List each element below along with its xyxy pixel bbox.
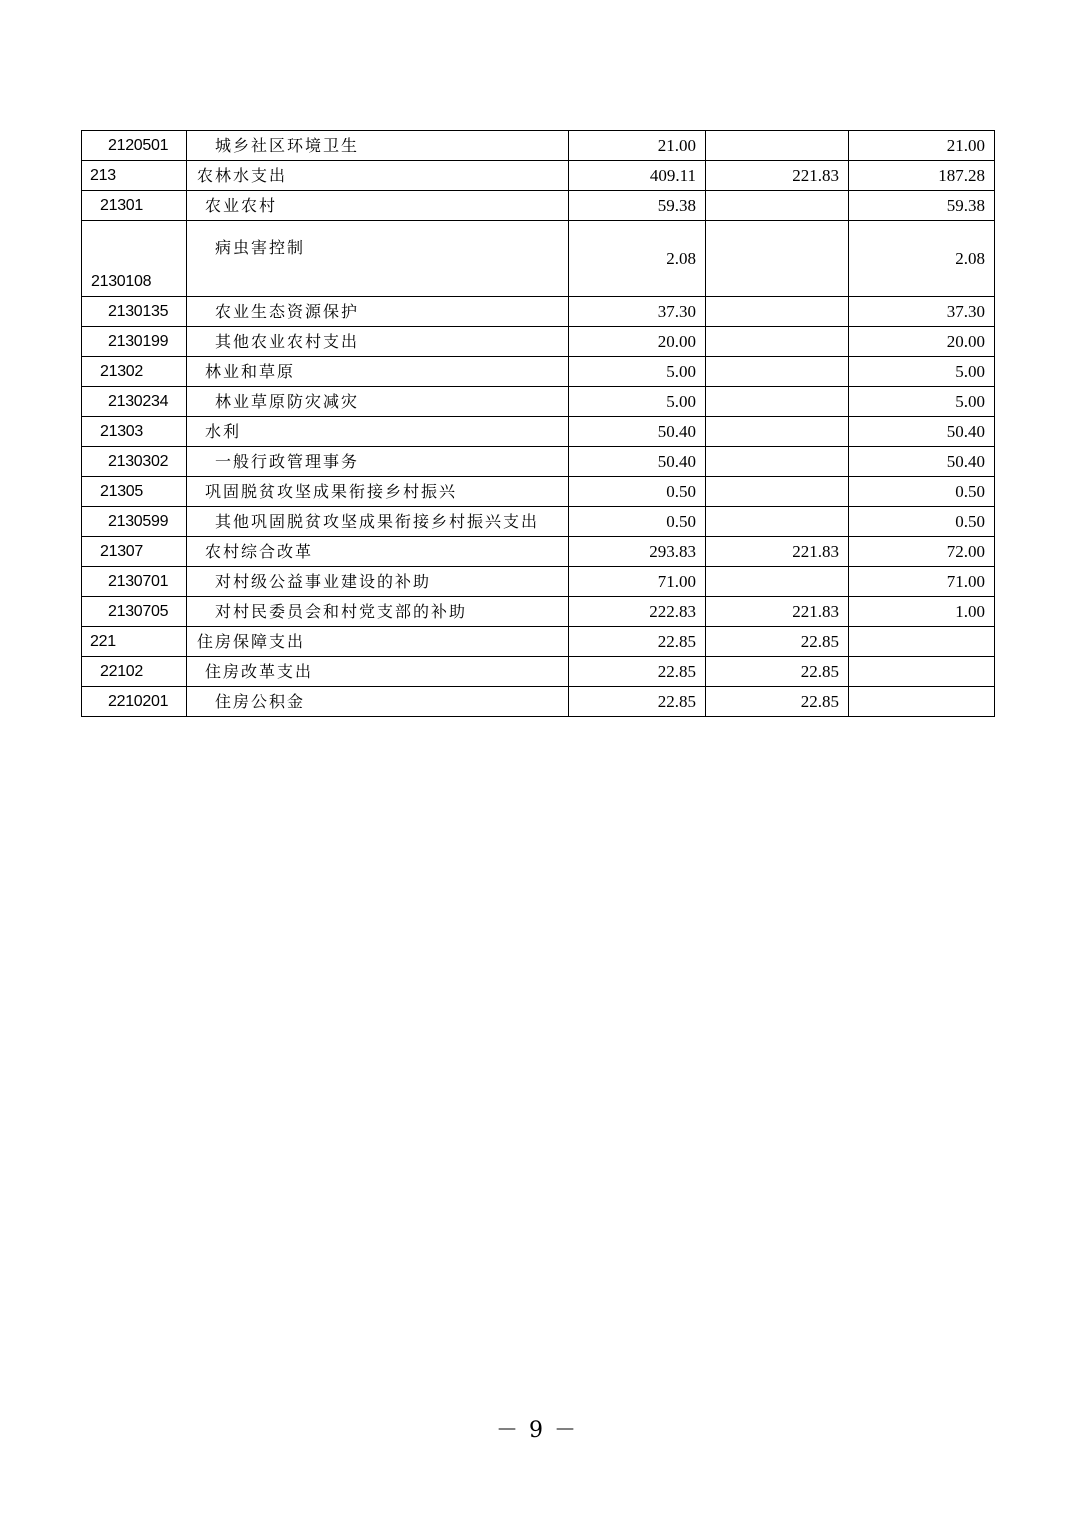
account-code-cell: 213 [82, 161, 187, 191]
basic-expenditure-cell [706, 297, 849, 327]
basic-expenditure-cell [706, 221, 849, 297]
basic-expenditure-cell [706, 131, 849, 161]
basic-expenditure-cell: 22.85 [706, 657, 849, 687]
basic-expenditure-cell [706, 417, 849, 447]
basic-expenditure-cell [706, 327, 849, 357]
project-expenditure-cell: 2.08 [849, 221, 995, 297]
basic-expenditure-cell [706, 357, 849, 387]
table-row [82, 687, 995, 717]
account-name-cell: 病虫害控制 [187, 221, 569, 297]
total-amount-cell: 293.83 [569, 537, 706, 567]
account-code-cell: 2130705 [82, 597, 187, 627]
total-amount-cell: 50.40 [569, 417, 706, 447]
basic-expenditure-cell [706, 387, 849, 417]
table-row [82, 387, 995, 417]
total-amount-cell: 59.38 [569, 191, 706, 221]
account-code-cell: 21307 [82, 537, 187, 567]
project-expenditure-cell: 72.00 [849, 537, 995, 567]
account-name-cell: 住房改革支出 [187, 657, 569, 687]
table-row [82, 221, 995, 297]
total-amount-cell: 5.00 [569, 357, 706, 387]
table-body [82, 131, 995, 717]
budget-expenditure-table [81, 130, 995, 717]
total-amount-cell: 22.85 [569, 687, 706, 717]
project-expenditure-cell: 37.30 [849, 297, 995, 327]
account-name-cell: 林业草原防灾减灾 [187, 387, 569, 417]
table-row [82, 537, 995, 567]
account-name-cell: 一般行政管理事务 [187, 447, 569, 477]
account-code-cell: 2130234 [82, 387, 187, 417]
basic-expenditure-cell: 221.83 [706, 597, 849, 627]
table-row [82, 657, 995, 687]
account-code-cell: 221 [82, 627, 187, 657]
account-name-cell: 其他农业农村支出 [187, 327, 569, 357]
table-row [82, 297, 995, 327]
total-amount-cell: 20.00 [569, 327, 706, 357]
basic-expenditure-cell: 22.85 [706, 627, 849, 657]
account-code-cell: 21302 [82, 357, 187, 387]
account-name-cell: 城乡社区环境卫生 [187, 131, 569, 161]
account-code-cell: 2130701 [82, 567, 187, 597]
table-row [82, 597, 995, 627]
account-code-cell: 2130135 [82, 297, 187, 327]
project-expenditure-cell [849, 687, 995, 717]
total-amount-cell: 2.08 [569, 221, 706, 297]
account-name-cell: 其他巩固脱贫攻坚成果衔接乡村振兴支出 [187, 507, 569, 537]
table-row [82, 507, 995, 537]
basic-expenditure-cell: 221.83 [706, 161, 849, 191]
basic-expenditure-cell [706, 191, 849, 221]
account-name-cell: 农业农村 [187, 191, 569, 221]
account-code-cell: 2130302 [82, 447, 187, 477]
table-row [82, 447, 995, 477]
project-expenditure-cell: 5.00 [849, 387, 995, 417]
basic-expenditure-cell [706, 477, 849, 507]
project-expenditure-cell: 1.00 [849, 597, 995, 627]
account-code-cell: 21303 [82, 417, 187, 447]
account-name-cell: 林业和草原 [187, 357, 569, 387]
account-code-cell: 2130199 [82, 327, 187, 357]
basic-expenditure-cell: 221.83 [706, 537, 849, 567]
table-row [82, 161, 995, 191]
total-amount-cell: 50.40 [569, 447, 706, 477]
account-name-cell: 对村民委员会和村党支部的补助 [187, 597, 569, 627]
total-amount-cell: 0.50 [569, 477, 706, 507]
account-code-cell: 22102 [82, 657, 187, 687]
table-row [82, 131, 995, 161]
account-name-cell: 水利 [187, 417, 569, 447]
account-code-cell: 2210201 [82, 687, 187, 717]
total-amount-cell: 22.85 [569, 657, 706, 687]
basic-expenditure-cell: 22.85 [706, 687, 849, 717]
account-code-cell: 2130599 [82, 507, 187, 537]
table-row [82, 477, 995, 507]
project-expenditure-cell: 50.40 [849, 447, 995, 477]
basic-expenditure-cell [706, 507, 849, 537]
project-expenditure-cell: 5.00 [849, 357, 995, 387]
account-code-cell: 21301 [82, 191, 187, 221]
account-name-cell: 住房保障支出 [187, 627, 569, 657]
project-expenditure-cell: 71.00 [849, 567, 995, 597]
project-expenditure-cell: 0.50 [849, 507, 995, 537]
table-row [82, 327, 995, 357]
account-name-cell: 对村级公益事业建设的补助 [187, 567, 569, 597]
table-row [82, 357, 995, 387]
total-amount-cell: 409.11 [569, 161, 706, 191]
table-row [82, 191, 995, 221]
account-name-cell: 巩固脱贫攻坚成果衔接乡村振兴 [187, 477, 569, 507]
total-amount-cell: 222.83 [569, 597, 706, 627]
project-expenditure-cell: 0.50 [849, 477, 995, 507]
total-amount-cell: 22.85 [569, 627, 706, 657]
total-amount-cell: 5.00 [569, 387, 706, 417]
account-name-cell: 住房公积金 [187, 687, 569, 717]
project-expenditure-cell: 21.00 [849, 131, 995, 161]
project-expenditure-cell: 59.38 [849, 191, 995, 221]
account-name-cell: 农林水支出 [187, 161, 569, 191]
table-row [82, 567, 995, 597]
account-code-cell: 2120501 [82, 131, 187, 161]
total-amount-cell: 0.50 [569, 507, 706, 537]
account-name-cell: 农业生态资源保护 [187, 297, 569, 327]
table-row [82, 627, 995, 657]
total-amount-cell: 21.00 [569, 131, 706, 161]
account-code-cell: 21305 [82, 477, 187, 507]
project-expenditure-cell [849, 627, 995, 657]
table-row [82, 417, 995, 447]
account-name-cell: 农村综合改革 [187, 537, 569, 567]
account-code-cell: 2130108 [82, 221, 187, 297]
total-amount-cell: 37.30 [569, 297, 706, 327]
total-amount-cell: 71.00 [569, 567, 706, 597]
project-expenditure-cell [849, 657, 995, 687]
basic-expenditure-cell [706, 447, 849, 477]
project-expenditure-cell: 20.00 [849, 327, 995, 357]
project-expenditure-cell: 50.40 [849, 417, 995, 447]
page-number: － 9 － [496, 1418, 578, 1443]
basic-expenditure-cell [706, 567, 849, 597]
project-expenditure-cell: 187.28 [849, 161, 995, 191]
